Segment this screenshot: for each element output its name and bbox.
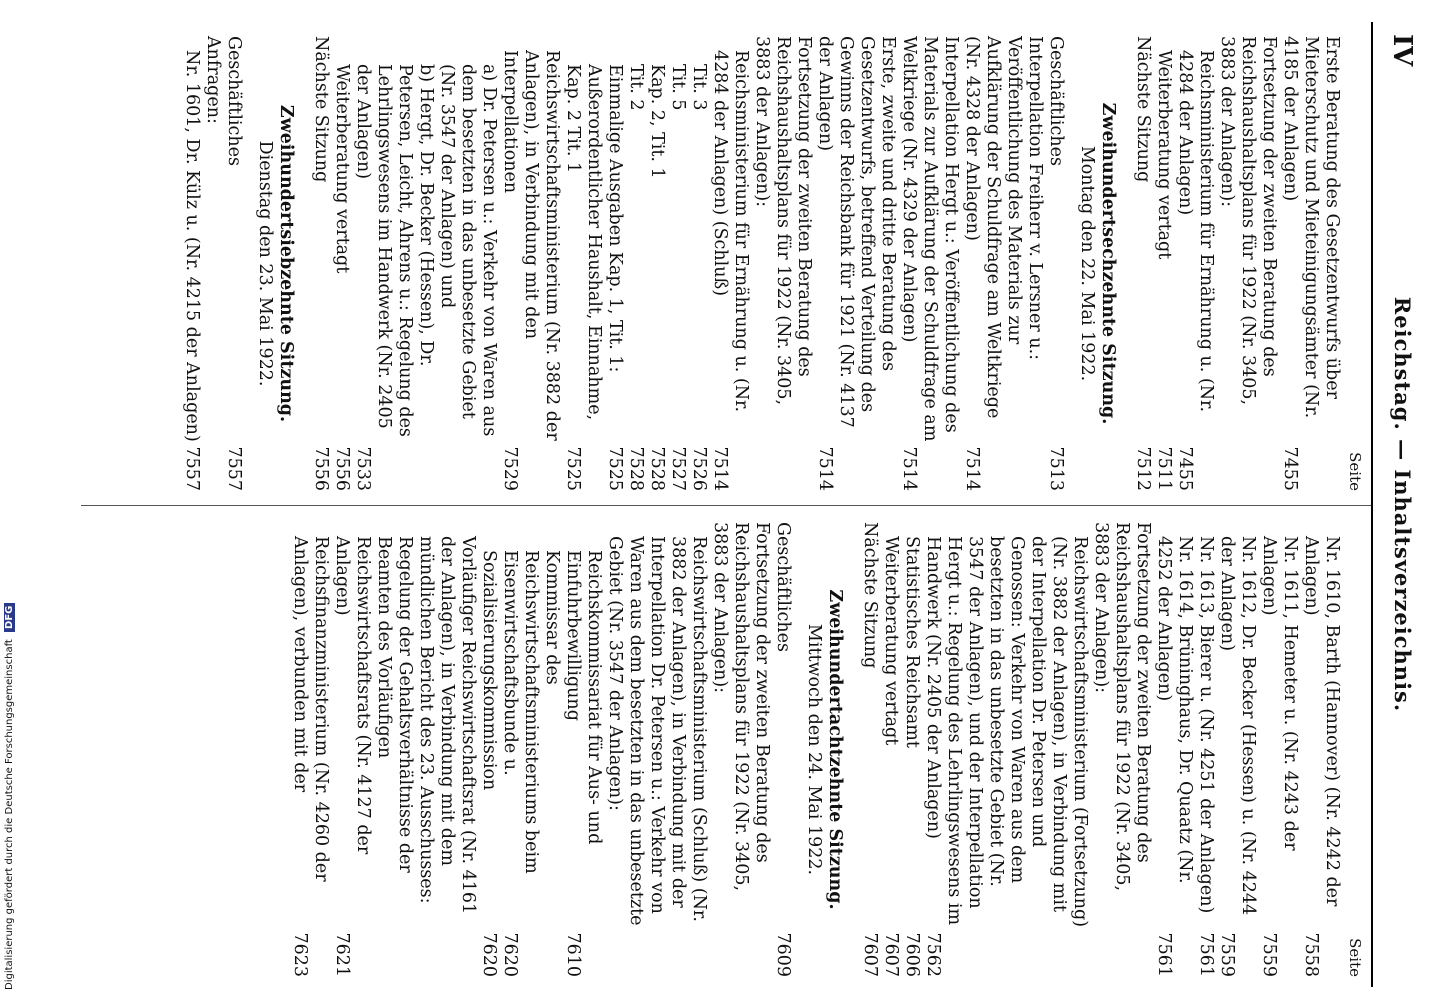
toc-entry-text: Tit. 3 <box>689 64 709 111</box>
toc-entry <box>1279 36 1342 491</box>
toc-entry-text: Erste, zweite und dritte Beratung des Gesetzentwurfs, betreffend Verteilung des Gewinns der Reichsbank für 1921 (Nr. 4137 der Anlagen) <box>815 36 898 428</box>
toc-entry-page: 7455 <box>1175 446 1195 491</box>
toc-entry <box>1045 36 1066 491</box>
running-title: Reichstag. — Inhaltsverzeichnis. <box>1390 296 1415 713</box>
toc-entry-page: 7525 <box>563 446 583 491</box>
toc-entry <box>352 36 436 491</box>
toc-entry-text: Reichsministerium für Ernährung u. (Nr. 4284 der Anlagen) (Schluß) <box>710 50 751 413</box>
toc-entry-page: 7559 <box>1259 932 1279 977</box>
toc-entry-text: Erste Beratung des Gesetzentwurfs über Mieterschutz und Mieteinigungsämter (Nr. 4185 der Anlagen) <box>1280 36 1342 419</box>
toc-entry-page: 7606 <box>902 932 922 977</box>
toc-entry <box>1195 522 1216 977</box>
toc-entry-text: Fortsetzung der zweiten Beratung des Reichshaushaltsplans für 1922 (Nr. 3405, 3883 der Anlagen): <box>752 36 814 406</box>
toc-entry-text: Einmalige Ausgaben Kap. 1, Tit. 1: <box>605 64 625 373</box>
page-header <box>1371 22 1423 987</box>
toc-entry-page: 7561 <box>1196 932 1216 977</box>
toc-entry <box>181 36 202 491</box>
toc-entry-page: 7514 <box>962 446 982 491</box>
toc-entry <box>814 36 898 491</box>
toc-entry <box>202 36 223 491</box>
toc-entry-page: 7512 <box>1133 446 1153 491</box>
toc-entry-text: Reichsfinanzministerium (Nr. 4260 der Anlagen), verbunden mit der <box>290 536 331 882</box>
toc-entry <box>1216 36 1279 491</box>
toc-entry <box>436 36 499 491</box>
toc-entry-text: Nr. 1601, Dr. Külz u. (Nr. 4215 der Anlagen) <box>182 50 202 442</box>
toc-entry <box>709 522 772 977</box>
toc-list-left <box>181 36 1342 491</box>
toc-entry <box>688 36 709 491</box>
page-number: IV <box>1387 34 1417 67</box>
toc-entry-text: Fortsetzung der zweiten Beratung des Reichshaushaltsplans für 1922 (Nr. 3405, 3883 der Anlagen): <box>1091 522 1153 892</box>
toc-entry <box>1258 522 1300 977</box>
toc-entry <box>1090 522 1153 977</box>
column-divider <box>81 505 1371 506</box>
toc-entry <box>562 36 604 491</box>
toc-entry-text: Kommissar des Reichswirtschaftsministeriums beim Eisenwirtschaftsbunde u. <box>500 550 562 874</box>
toc-entry-page: 7455 <box>1280 446 1300 491</box>
toc-entry-text: Nr. 1611, Hemeter u. (Nr. 4243 der Anlagen) <box>1259 536 1300 851</box>
session-heading: Zweihundertsechzehnte Sitzung. <box>1098 102 1118 425</box>
toc-entry-page: 7533 <box>353 446 373 491</box>
toc-entry <box>1153 36 1174 491</box>
right-column <box>289 522 1365 977</box>
toc-entry-text: Geschäftliches <box>773 522 793 652</box>
toc-entry-text: Reichskommissariat für Aus- und Einfuhrbewilligung <box>563 550 604 845</box>
toc-entry <box>667 36 688 491</box>
toc-entry <box>562 522 604 977</box>
toc-entry <box>646 36 667 491</box>
toc-entry <box>772 522 793 977</box>
session-date: Mittwoch den 24. Mai 1922. <box>804 623 824 876</box>
toc-entry-text: b) Hergt, Dr. Becker (Hessen), Dr. Petersen, Leicht, Ahrens u.: Regelung des Lehrlingswesens im Handwerk (Nr. 2405 der Anlagen) <box>353 64 436 437</box>
toc-entry-page: 7556 <box>332 446 352 491</box>
toc-entry-page: 7610 <box>563 932 583 977</box>
toc-entry-page: 7621 <box>332 932 352 977</box>
toc-entry-page: 7525 <box>605 446 625 491</box>
toc-entry <box>499 36 562 491</box>
toc-entry-text: Nr. 1614, Brüninghaus, Dr. Quaatz (Nr. 4252 der Anlagen) <box>1154 536 1195 884</box>
toc-entry-page: 7558 <box>1301 932 1321 977</box>
footer-text: Digitalisierung gefördert durch die Deutsche Forschungsgemeinschaft <box>4 639 15 990</box>
toc-entry <box>310 36 331 491</box>
seite-label: Seite <box>1346 452 1364 491</box>
toc-entry-page: 7620 <box>500 932 520 977</box>
toc-entry-page: 7607 <box>860 932 880 977</box>
toc-entry <box>922 522 1090 977</box>
toc-entry-page: 7514 <box>710 446 730 491</box>
digitization-footer <box>4 605 18 990</box>
toc-entry <box>331 36 352 491</box>
toc-entry-text: Nächste Sitzung <box>860 522 880 669</box>
toc-entry-text: Vorläufiger Reichswirtschaftsrat (Nr. 4161 der Anlagen), in Verbindung mit dem mündlichen Bericht des 23. Ausschusses: Regelung der Gehaltsverhältnisse der Beamten des Vorläufigen Reichswirtschaftsrats (Nr. 4127 der Anlagen) <box>332 536 478 915</box>
toc-entry <box>901 522 922 977</box>
toc-entry-page: 7511 <box>1154 446 1174 491</box>
toc-entry <box>961 36 1045 491</box>
toc-entry-text: Sozialisierungskommission <box>479 550 499 791</box>
toc-entry-text: Reichswirtschaftsministerium (Fortsetzung) (Nr. 3882 der Anlagen), in Verbindung mit der Interpellation Dr. Petersen und Genossen: Verkehr von Waren aus dem besetzten in das unbesetzte Gebiet (Nr. 3547 der Anlagen), und der Interpellation Hergt u.: Regelung des Lehrlingswesens im Handwerk (Nr. 2405 der Anlagen) <box>923 536 1090 928</box>
toc-entry-text: Außerordentlicher Haushalt, Einnahme, Kap. 2 Tit. 1 <box>563 64 604 421</box>
toc-entry <box>751 36 814 491</box>
toc-entry-text: a) Dr. Petersen u.: Verkehr von Waren aus dem besetzten in das unbesetzte Gebiet (Nr. 3547 der Anlagen) und <box>437 64 499 437</box>
toc-entry-page: 7557 <box>224 446 244 491</box>
toc-entry-text: Geschäftliches <box>224 36 244 166</box>
toc-entry-page: 7556 <box>311 446 331 491</box>
toc-entry-page: 7609 <box>773 932 793 977</box>
toc-entry-text: Tit. 2 <box>626 64 646 111</box>
seite-label: Seite <box>1346 938 1364 977</box>
toc-entry <box>604 36 625 491</box>
toc-entry-text: Reichswirtschaftsministerium (Schluß) (Nr. 3882 der Anlagen), in Verbindung mit der Interpellation Dr. Petersen u.: Verkehr von Waren aus dem besetzten in das unbesetzte Gebiet (Nr. 3547 der Anlagen): <box>605 536 709 926</box>
toc-entry-page: 7562 <box>923 932 943 977</box>
session-heading: Zweihundertachtzehnte Sitzung. <box>825 589 845 910</box>
session-heading: Zweihundertsiebzehnte Sitzung. <box>276 104 296 423</box>
toc-entry <box>223 36 244 491</box>
toc-entry <box>1216 522 1258 977</box>
left-column <box>181 36 1365 491</box>
toc-entry <box>604 522 709 977</box>
toc-entry-text: Nr. 1612, Dr. Becker (Hessen) u. (Nr. 4244 der Anlagen) <box>1217 536 1258 916</box>
toc-entry-page: 7514 <box>815 446 835 491</box>
toc-entry-text: Nächste Sitzung <box>1133 36 1153 183</box>
toc-entry-page: 7559 <box>1217 932 1237 977</box>
toc-entry-page: 7528 <box>647 446 667 491</box>
toc-entry <box>859 522 880 977</box>
toc-entry-text: Fortsetzung der zweiten Beratung des Reichshaushaltsplans für 1922 (Nr. 3405, 3883 der Anlagen): <box>1217 36 1279 406</box>
toc-entry <box>289 522 331 977</box>
toc-entry <box>1153 522 1195 977</box>
toc-entry-page: 7623 <box>290 932 310 977</box>
toc-entry-text: Nr. 1613, Bierer u. (Nr. 4251 der Anlagen) <box>1196 536 1216 914</box>
toc-entry-page: 7607 <box>881 932 901 977</box>
toc-entry-page: 7620 <box>479 932 499 977</box>
toc-entry-text: Interpellation Freiherr v. Lersner u.: Veröffentlichung des Materials zur Aufklärung der Schuldfrage am Weltkriege (Nr. 4328 der Anlagen) <box>962 36 1045 419</box>
toc-entry-text: Weiterberatung vertagt <box>1154 50 1174 260</box>
toc-entry-text: Nr. 1610, Barth (Hannover) (Nr. 4242 der Anlagen) <box>1301 536 1342 907</box>
toc-entry-text: Weiterberatung vertagt <box>881 536 901 746</box>
session-date: Dienstag den 23. Mai 1922. <box>255 140 275 387</box>
toc-entry-text: Anfragen: <box>203 36 223 124</box>
toc-entry <box>625 36 646 491</box>
document-page <box>58 22 1423 987</box>
toc-entry-text: Reichswirtschaftsministerium (Nr. 3882 der Anlagen), in Verbindung mit den Interpellationen <box>500 50 562 441</box>
toc-entry-text: Nächste Sitzung <box>311 36 331 183</box>
toc-entry-page: 7528 <box>626 446 646 491</box>
toc-entry-text: Interpellation Hergt u.: Veröffentlichung des Materials zur Aufklärung der Schuldfrage am Weltkriege (Nr. 4329 der Anlagen) <box>899 36 961 442</box>
toc-entry-page: 7514 <box>899 446 919 491</box>
toc-entry <box>1132 36 1153 491</box>
toc-entry <box>499 522 562 977</box>
toc-entry <box>1300 522 1342 977</box>
toc-entry-text: Geschäftliches <box>1046 36 1066 166</box>
toc-list-right <box>289 522 1342 977</box>
toc-entry-page: 7561 <box>1154 932 1174 977</box>
toc-entry-text: Statistisches Reichsamt <box>902 536 922 748</box>
toc-entry-page: 7557 <box>182 446 202 491</box>
toc-entry-page: 7513 <box>1046 446 1066 491</box>
toc-entry-page: 7527 <box>668 446 688 491</box>
toc-entry <box>478 522 499 977</box>
toc-entry-text: Kap. 2, Tit. 1 <box>647 64 667 179</box>
toc-entry-page: 7526 <box>689 446 709 491</box>
toc-entry <box>1174 36 1216 491</box>
toc-entry <box>898 36 961 491</box>
toc-entry-page: 7529 <box>500 446 520 491</box>
toc-entry <box>709 36 751 491</box>
toc-entry-text: Tit. 5 <box>668 64 688 111</box>
toc-entry <box>880 522 901 977</box>
toc-entry-text: Weiterberatung vertagt <box>332 64 352 274</box>
toc-entry <box>331 522 478 977</box>
session-date: Montag den 22. Mai 1922. <box>1077 145 1097 382</box>
dfg-logo: DFG <box>4 603 15 632</box>
toc-entry-text: Reichsministerium für Ernährung u. (Nr. 4284 der Anlagen) <box>1175 50 1216 413</box>
toc-entry-text: Fortsetzung der zweiten Beratung des Reichshaushaltsplans für 1922 (Nr. 3405, 3883 der Anlagen): <box>710 522 772 892</box>
